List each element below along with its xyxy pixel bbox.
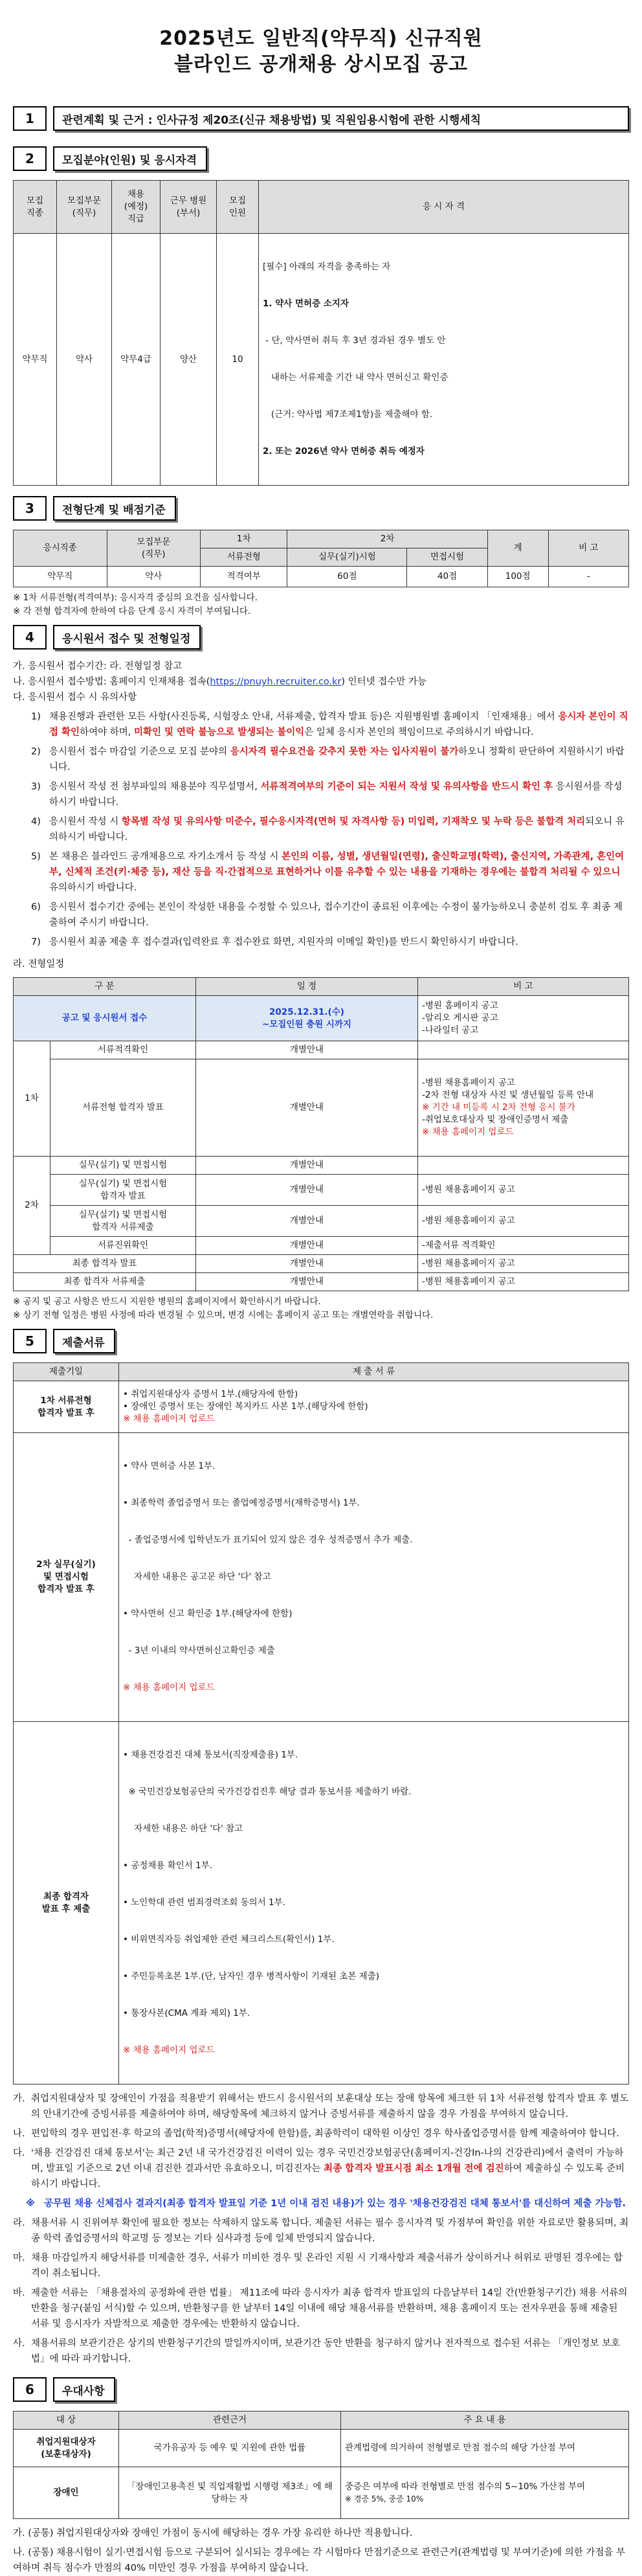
caution-segment: 응시원서 접수기간 중에는 본인이 작성한 내용을 수정할 수 있으나, 접수기간이 종료된 이후에는 수정이 불가능하오니 충분히 검토 후 최종 제출하여 주시기 바랍니다. bbox=[49, 902, 623, 928]
row-date bbox=[195, 996, 417, 1041]
qual-line: - 단, 약사면허 취득 후 3년 경과된 경우 별도 안 bbox=[263, 335, 446, 346]
title-line-1: 2025년도 일반직(약무직) 신규직원 bbox=[159, 27, 483, 50]
cell: 약무직 bbox=[14, 567, 107, 587]
pref-content-sub: ※ 경증 5%, 중증 10% bbox=[345, 2494, 424, 2503]
row-label: 최종 합격자 서류제출 bbox=[14, 1273, 196, 1291]
row-label: 서류진위확인 bbox=[50, 1237, 196, 1255]
doc-item: • 주민등록초본 1부.(단, 남자인 경우 병적사항이 기재된 초본 제출) bbox=[123, 1971, 380, 1982]
docs-note-text bbox=[31, 2285, 629, 2332]
docs-note bbox=[13, 2091, 629, 2122]
cell: 40점 bbox=[407, 567, 487, 587]
section-title: 관련계획 및 근거 : 인사규정 제20조(신규 채용방법) 및 직원임용시험에 관한 시행세칙 bbox=[53, 106, 629, 131]
col-header: 응시직종 bbox=[14, 530, 107, 567]
qual-line: 1. 약사 면허증 소지자 bbox=[263, 299, 349, 309]
caution-item bbox=[13, 709, 629, 740]
stage-label: 2차 bbox=[14, 1157, 50, 1255]
docs-note-segment: 공무원 채용 신체검사 결과지(최종 합격자 발표일 기준 1년 이내 검진 내용)가 있는 경우 '채용건강검진 대체 통보서'를 대신하여 제출 가능함. bbox=[44, 2198, 626, 2209]
note-line: -나라일터 공고 bbox=[421, 1025, 479, 1035]
section-5-header bbox=[13, 1329, 629, 1353]
caution-number: 2) bbox=[31, 747, 41, 757]
docs-note-text bbox=[31, 2126, 629, 2141]
docs-list bbox=[119, 1381, 629, 1433]
pref-target: 장애인 bbox=[14, 2467, 119, 2519]
caution-item bbox=[13, 814, 629, 845]
section-number: 4 bbox=[13, 625, 47, 650]
note-line: ※ 기간 내 미등록 시 2차 전형 응시 불가 bbox=[421, 1102, 575, 1113]
doc-item: • 장애인 증명서 또는 장애인 복지카드 사본 1부.(해당자에 한함) bbox=[123, 1401, 368, 1412]
row-date: 개별안내 bbox=[195, 1175, 417, 1206]
cell: 100점 bbox=[487, 567, 548, 587]
stage-label: 1차 bbox=[14, 1041, 50, 1157]
caution-segment: 응시원서 최종 제출 후 접수결과(입력완료 후 접수완료 화면, 지원자의 이메일 확인)를 반드시 확인하시기 바랍니다. bbox=[49, 937, 518, 947]
caution-segment: 응시자 본인이 직접 확인 bbox=[49, 712, 628, 738]
docs-stage-label: 1차 서류전형 합격자 발표 후 bbox=[14, 1381, 119, 1433]
caution-segment: 되오니 유의하시기 바랍니다. bbox=[49, 817, 625, 842]
docs-note bbox=[13, 2285, 629, 2332]
schedule-note: ※ 공지 및 공고 사항은 반드시 지원한 병원의 홈페이지에서 확인하시기 바랍니다. bbox=[13, 1296, 321, 1307]
section-2-header bbox=[13, 146, 629, 171]
col-header: 모집 인원 bbox=[217, 181, 259, 234]
row-date: 개별안내 bbox=[195, 1157, 417, 1175]
docs-note bbox=[13, 2336, 629, 2367]
row-label: 서류적격확인 bbox=[50, 1041, 196, 1059]
caution-segment: 유의하시기 바랍니다. bbox=[49, 883, 137, 893]
docs-stage-label: 2차 실무(실기) 및 면접시험 합격자 발표 후 bbox=[14, 1433, 119, 1722]
section-title: 전형단계 및 배점기준 bbox=[53, 496, 176, 521]
caution-text bbox=[49, 849, 629, 896]
docs-note-label: 나. bbox=[13, 2129, 25, 2139]
section-6-header bbox=[13, 2377, 629, 2402]
caution-text bbox=[49, 709, 629, 740]
docs-note-segment: 채용서류의 보관기간은 상기의 반환청구기간의 말일까지이며, 보관기간 동안 반환을 청구하지 않거나 전자적으로 접수된 서류는 「개인정보 보호법」에 따라 파기합니다. bbox=[31, 2338, 621, 2364]
row-date: 개별안내 bbox=[195, 1273, 417, 1291]
stage-table bbox=[13, 530, 629, 587]
section-number: 6 bbox=[13, 2377, 47, 2402]
doc-item: • 최종학력 졸업증명서 또는 졸업예정증명서(재학증명서) 1부. bbox=[123, 1498, 360, 1508]
row-notes bbox=[417, 1059, 628, 1157]
docs-note bbox=[13, 2126, 629, 2141]
row-label: 실무(실기) 및 면접시험 합격자 발표 bbox=[50, 1175, 196, 1206]
docs-note-segment: 하여 제출하실 수 있도록 준비하시기 바랍니다. bbox=[31, 2164, 625, 2189]
docs-note-label: ※ bbox=[26, 2198, 36, 2209]
col-header: 계 bbox=[487, 530, 548, 567]
note-line: -2차 전형 대상자 사진 및 생년월일 등록 안내 bbox=[421, 1090, 594, 1100]
caution-segment: 응시원서 작성 전 첨부파일의 채용분야 직무설명서, bbox=[49, 782, 261, 792]
section-number: 3 bbox=[13, 496, 47, 521]
title-line-2: 블라인드 공개채용 상시모집 공고 bbox=[173, 53, 469, 76]
row-date: 개별안내 bbox=[195, 1255, 417, 1273]
caution-text bbox=[49, 814, 629, 845]
caution-segment: 본인의 이름, 성별, 생년월일(연령), 출신학교명(학력), 출신지역, 가족관계, 혼인여부, 신체적 조건(키·체중 등), 재산 등을 직·간접적으로 표현하거나 이를 유추할 수 있는 내용을 기재하는 경우에는 불합격 처리될 수 있으니 bbox=[49, 852, 625, 877]
docs-note bbox=[13, 2145, 629, 2192]
row-notes bbox=[417, 1157, 628, 1175]
row-notes bbox=[417, 996, 628, 1041]
caution-item bbox=[13, 849, 629, 896]
doc-item: ※ 국민건강보험공단의 국가건강검진후 해당 결과 통보서를 제출하기 바람. bbox=[123, 1787, 412, 1797]
col-header: 1차 bbox=[201, 530, 287, 548]
caution-segment: 서류적격여부의 기준이 되는 지원서 작성 및 유의사항을 반드시 확인 후 bbox=[260, 782, 553, 792]
schedule-heading: 라. 전형일정 bbox=[13, 959, 65, 969]
row-label: 서류전형 합격자 발표 bbox=[50, 1059, 196, 1157]
col-header: 2차 bbox=[287, 530, 487, 548]
section-title: 모집분야(인원) 및 응시자격 bbox=[53, 146, 207, 171]
col-header: 근무 병원 (부서) bbox=[160, 181, 217, 234]
docs-note-label: 사. bbox=[13, 2338, 25, 2349]
caution-segment: 하오니 정확히 판단하여 지원하시기 바랍니다. bbox=[49, 747, 625, 773]
section-title: 우대사항 bbox=[53, 2377, 115, 2402]
col-header: 모집 직종 bbox=[14, 181, 57, 234]
caution-text bbox=[49, 744, 629, 775]
section-title: 제출서류 bbox=[53, 1329, 115, 1353]
schedule-note: ※ 상기 전형 일정은 병원 사정에 따라 변경될 수 있으며, 변경 시에는 홈페이지 공고 또는 개별연락을 취합니다. bbox=[13, 1310, 434, 1320]
qual-line: 2. 또는 2026년 약사 면허증 취득 예정자 bbox=[263, 446, 425, 457]
docs-note bbox=[13, 2196, 629, 2211]
application-period: 가. 응시원서 접수기간: 라. 전형일정 참고 bbox=[13, 661, 183, 672]
caution-segment: 은 일체 응시자 본인의 책임이므로 주의하시기 바랍니다. bbox=[304, 727, 534, 738]
row-label: 실무(실기) 및 면접시험 합격자 서류제출 bbox=[50, 1206, 196, 1237]
note-line: -병원 채용홈페이지 공고 bbox=[421, 1078, 515, 1088]
cell-hospital: 양산 bbox=[160, 234, 217, 486]
caution-item bbox=[13, 779, 629, 810]
row-notes: -병원 채용홈페이지 공고 bbox=[417, 1206, 628, 1237]
docs-note-text bbox=[31, 2336, 629, 2367]
col-header: 채용 (예정) 직급 bbox=[112, 181, 160, 234]
docs-note-label: 바. bbox=[13, 2288, 25, 2298]
caution-segment: 하여야 하며, bbox=[80, 727, 134, 738]
row-notes: -병원 채용홈페이지 공고 bbox=[417, 1175, 628, 1206]
method-suffix: ) 인터넷 접수만 가능 bbox=[341, 677, 426, 687]
cell: 약사 bbox=[107, 567, 201, 587]
doc-item: • 약사면허 신고 확인증 1부.(해당자에 한함) bbox=[123, 1609, 293, 1619]
pref-note: 나. (공통) 채용시험이 실기·면접시험 등으로 구분되어 실시되는 경우에는 각 시험마다 만점기준으로 관련근거(관계법령 및 부여기준)에 의한 가점을 부여하며 취득 점수가 만점의 40% 미만인 경우 가점을 부여하지 않습니다. bbox=[13, 2548, 626, 2573]
caution-segment: 응시원서 접수 마감일 기준으로 모집 분야의 bbox=[49, 747, 230, 757]
pref-basis: 「장애인고용촉진 및 직업재활법 시행령 제3조」에 해당하는 자 bbox=[119, 2467, 341, 2519]
col-header: 구 분 bbox=[14, 978, 196, 996]
section-4-header bbox=[13, 625, 629, 650]
cell: 60점 bbox=[287, 567, 407, 587]
row-label: 실무(실기) 및 면접시험 bbox=[50, 1157, 196, 1175]
docs-note-text bbox=[31, 2250, 629, 2281]
caution-number: 6) bbox=[31, 902, 41, 912]
caution-segment: 항목별 작성 및 유의사항 미준수, 필수응시자격(면허 및 자격사항 등) 미입력, 기재착오 및 누락 등은 불합격 처리 bbox=[121, 817, 586, 827]
col-header: 제출기일 bbox=[14, 1363, 119, 1381]
doc-item: • 약사 면허증 사본 1부. bbox=[123, 1461, 216, 1471]
docs-note-segment: '채용 건강검진 대체 통보서'는 최근 2년 내 국가건강검진 이력이 있는 경우 국민건강보험공단(홈페이지-건강In-나의 건강관리)에서 출력이 가능하며, 발표일 기준으로 2년 이내 검진한 결과서만 유효하오니, 미검진자는 bbox=[31, 2148, 624, 2174]
docs-note-text bbox=[44, 2196, 629, 2211]
caution-segment: 응시원서 작성 시 bbox=[49, 817, 122, 827]
col-header: 관련근거 bbox=[119, 2412, 341, 2430]
col-header: 제 출 서 류 bbox=[119, 1363, 629, 1381]
docs-note-segment: 채용 마감일까지 해당서류를 미제출한 경우, 서류가 미비한 경우 및 온라인 지원 시 기재사항과 제출서류가 상이하거나 허위로 판명된 경우에는 합격이 취소됩니다. bbox=[31, 2253, 623, 2279]
caution-number: 3) bbox=[31, 782, 41, 792]
docs-table bbox=[13, 1362, 629, 2085]
row-date: 개별안내 bbox=[195, 1206, 417, 1237]
doc-item: 자세한 내용은 하단 '다' 참고 bbox=[123, 1824, 243, 1834]
pref-content-line: 중증은 여부에 따라 전형별로 만점 점수의 5~10% 가산점 부여 bbox=[345, 2481, 586, 2492]
section-number: 2 bbox=[13, 146, 47, 171]
col-header: 일 정 bbox=[195, 978, 417, 996]
application-cautions-heading: 다. 응시원서 접수 시 유의사항 bbox=[13, 692, 137, 703]
doc-item: 자세한 내용은 공고문 하단 '다' 참고 bbox=[123, 1572, 271, 1582]
section-number: 5 bbox=[13, 1329, 47, 1353]
docs-note-label: 마. bbox=[13, 2253, 25, 2263]
cell-dept: 약사 bbox=[57, 234, 112, 486]
doc-item: ※ 채용 홈페이지 업로드 bbox=[123, 1682, 215, 1693]
caution-item bbox=[13, 934, 629, 950]
cell: 적격여부 bbox=[201, 567, 287, 587]
docs-note-segment: 채용서류 시 진위여부 확인에 필요한 정보는 삭제하지 않도록 합니다. 제출된 서류는 필수 응시자격 및 가점부여 확인을 위한 자료로만 활용되며, 최종 학력 졸업증명서의 학교명 등 정보는 기타 심사과정 등에 일체 반영되지 않습니다. bbox=[31, 2218, 629, 2244]
doc-item: • 노인학대 관련 범죄경력조회 동의서 1부. bbox=[123, 1897, 285, 1908]
row-notes: -병원 채용홈페이지 공고 bbox=[417, 1273, 628, 1291]
caution-number: 7) bbox=[31, 937, 41, 947]
col-header: 서류전형 bbox=[201, 548, 287, 567]
note-line: -알리오 게시판 공고 bbox=[421, 1013, 498, 1023]
cell-type: 약무직 bbox=[14, 234, 57, 486]
caution-item bbox=[13, 899, 629, 931]
docs-note-segment: 제출한 서류는 「채용절차의 공정화에 관한 법률」 제11조에 따라 응시자가 최종 합격자 발표일의 다음날부터 14일 간(반환청구기간) 채용 서류의 반환을 청구(붙임 서식)할 수 있으며, 반환청구를 한 날부터 14일 이내에 해당 채용서류를 반환하며, 채용 홈페이지 또는 전자우편을 통해 제출된 서류 및 응시자가 자발적으로 제출한 경우에는 반환하지 않습니다. bbox=[31, 2288, 628, 2329]
apply-link[interactable]: https://pnuyh.recruiter.co.kr bbox=[210, 677, 342, 687]
caution-segment: 응시자격 필수요건을 갖추지 못한 자는 입사지원이 불가 bbox=[230, 747, 459, 757]
note-line: -취업보호대상자 및 장애인증명서 제출 bbox=[421, 1114, 569, 1125]
section-1-header bbox=[13, 106, 629, 131]
doc-item: - 3년 이내의 약사면허신고확인증 제출 bbox=[123, 1645, 275, 1656]
caution-item bbox=[13, 744, 629, 775]
row-date: 개별안내 bbox=[195, 1059, 417, 1157]
docs-note-segment: 편입학의 경우 편입전·후 학교의 졸업(학적)증명서(해당자에 한함)를, 최종학력이 대학원 이상인 경우 학사졸업증명서를 함께 제출하여야 합니다. bbox=[31, 2129, 619, 2139]
row-label: 최종 합격자 발표 bbox=[14, 1255, 196, 1273]
col-header: 대 상 bbox=[14, 2412, 119, 2430]
doc-item: - 졸업증명서에 입학년도가 표기되어 있지 않은 경우 성적증명서 추가 제출. bbox=[123, 1535, 413, 1545]
pref-content bbox=[341, 2467, 629, 2519]
docs-list bbox=[119, 1433, 629, 1722]
caution-segment: 미확인 및 연락 불능으로 발생되는 불이익 bbox=[133, 727, 305, 738]
col-header: 면접시험 bbox=[407, 548, 487, 567]
docs-note-text bbox=[31, 2091, 629, 2122]
section-number: 1 bbox=[13, 106, 47, 131]
docs-notes bbox=[13, 2091, 629, 2367]
row-label: 공고 및 응시원서 접수 bbox=[14, 996, 196, 1041]
doc-item: • 통장사본(CMA 계좌 제외) 1부. bbox=[123, 2008, 250, 2018]
doc-item: ※ 채용 홈페이지 업로드 bbox=[123, 2045, 215, 2055]
caution-number: 4) bbox=[31, 817, 41, 827]
row-notes: -병원 채용홈페이지 공고 bbox=[417, 1255, 628, 1273]
col-header: 모집부문 (직무) bbox=[107, 530, 201, 567]
docs-note bbox=[13, 2250, 629, 2281]
doc-item: ※ 채용 홈페이지 업로드 bbox=[123, 1414, 215, 1424]
col-header: 비 고 bbox=[417, 978, 628, 996]
col-header: 응 시 자 격 bbox=[259, 181, 629, 234]
caution-text bbox=[49, 779, 629, 810]
qual-line: 내하는 서류제출 기간 내 약사 면허신고 확인증 bbox=[263, 372, 448, 383]
schedule-table bbox=[13, 977, 629, 1291]
cell-grade: 약무4급 bbox=[112, 234, 160, 486]
caution-number: 1) bbox=[31, 712, 41, 722]
docs-note-label: 가. bbox=[13, 2094, 25, 2104]
notice-title bbox=[13, 26, 629, 78]
row-date: 개별안내 bbox=[195, 1041, 417, 1059]
caution-list bbox=[13, 709, 629, 950]
caution-segment: 채용진행과 관련한 모든 사항(사진등록, 시험장소 안내, 서류제출, 합격자 발표 등)은 지원병원별 홈페이지 「인재채용」에서 bbox=[49, 712, 559, 722]
stage-note: ※ 1차 서류전형(적격여부): 응시자격 중심의 요건을 심사합니다. bbox=[13, 593, 258, 603]
qual-line: [필수] 아래의 자격을 충족하는 자 bbox=[263, 262, 391, 272]
docs-note-text bbox=[31, 2215, 629, 2246]
docs-note-segment: 취업지원대상자 및 장애인이 가점을 적용받기 위해서는 반드시 응시원서의 보훈대상 또는 장애 항목에 체크한 뒤 1차 서류전형 합격자 발표 후 별도의 안내기간에 증빙서류를 제출하여야 하며, 해당항목에 체크하지 않거나 증빙서류를 제출하지 않을 경우 가점을 부여하지 않습니다. bbox=[31, 2094, 629, 2119]
docs-note-text bbox=[31, 2145, 629, 2192]
cell-qualification bbox=[259, 234, 629, 486]
section-title: 응시원서 접수 및 전형일정 bbox=[53, 625, 201, 650]
doc-item: • 취업지원대상자 증명서 1부.(해당자에 한함) bbox=[123, 1389, 298, 1399]
method-prefix: 나. 응시원서 접수방법: 홈페이지 인재채용 접속( bbox=[13, 677, 210, 687]
section-3-header bbox=[13, 496, 629, 521]
doc-item: • 채용건강검진 대체 통보서(직장제출용) 1부. bbox=[123, 1750, 298, 1760]
qual-line: (근거: 약사법 제7조제1항)을 제출해야 함. bbox=[263, 409, 433, 420]
date-line: ~모집인원 충원 시까지 bbox=[261, 1019, 352, 1030]
pref-content: 관계법령에 의거하여 전형별로 만점 점수의 해당 가산점 부여 bbox=[341, 2430, 629, 2467]
stage-note: ※ 각 전형 합격자에 한하여 다음 단계 응시 자격이 부여됩니다. bbox=[13, 606, 251, 616]
docs-note bbox=[13, 2215, 629, 2246]
recruitment-notice bbox=[13, 0, 629, 2576]
caution-text bbox=[49, 899, 629, 931]
col-header: 주 요 내 용 bbox=[341, 2412, 629, 2430]
docs-note-label: 다. bbox=[13, 2148, 25, 2158]
docs-list bbox=[119, 1722, 629, 2085]
recruit-table bbox=[13, 180, 629, 486]
cell: - bbox=[548, 567, 628, 587]
cell-count: 10 bbox=[217, 234, 259, 486]
docs-note-segment: 최종 합격자 발표시점 최소 1개월 전에 검진 bbox=[324, 2164, 504, 2174]
caution-segment: 본 채용은 블라인드 공개채용으로 자기소개서 등 작성 시 bbox=[49, 852, 282, 862]
docs-note-label: 라. bbox=[13, 2218, 25, 2228]
pref-basis: 국가유공자 등 예우 및 지원에 관한 법률 bbox=[119, 2430, 341, 2467]
caution-text bbox=[49, 934, 629, 950]
row-notes: -제출서류 적격확인 bbox=[417, 1237, 628, 1255]
row-date: 개별안내 bbox=[195, 1237, 417, 1255]
pref-target: 취업지원대상자 (보훈대상자) bbox=[14, 2430, 119, 2467]
doc-item: • 공정채용 확인서 1부. bbox=[123, 1860, 213, 1871]
application-method bbox=[13, 674, 629, 690]
caution-segment: 응시원서를 작성하시기 바랍니다. bbox=[49, 782, 623, 808]
doc-item: • 비위면직자등 취업제한 관련 체크리스트(확인서) 1부. bbox=[123, 1934, 335, 1945]
date-line: 2025.12.31.(수) bbox=[269, 1006, 344, 1017]
note-line: -병원 홈페이지 공고 bbox=[421, 1000, 498, 1011]
col-header: 실무(실기)시험 bbox=[287, 548, 407, 567]
caution-number: 5) bbox=[31, 852, 41, 862]
col-header: 모집부문 (직무) bbox=[57, 181, 112, 234]
preference-table bbox=[13, 2411, 629, 2519]
note-line: ※ 채용 홈페이지 업로드 bbox=[421, 1127, 514, 1137]
row-notes bbox=[417, 1041, 628, 1059]
docs-stage-label: 최종 합격자 발표 후 제출 bbox=[14, 1722, 119, 2085]
pref-note: 가. (공통) 취업지원대상자와 장애인 가점이 동시에 해당하는 경우 가장 유리한 하나만 적용합니다. bbox=[13, 2528, 413, 2538]
col-header: 비 고 bbox=[548, 530, 628, 567]
